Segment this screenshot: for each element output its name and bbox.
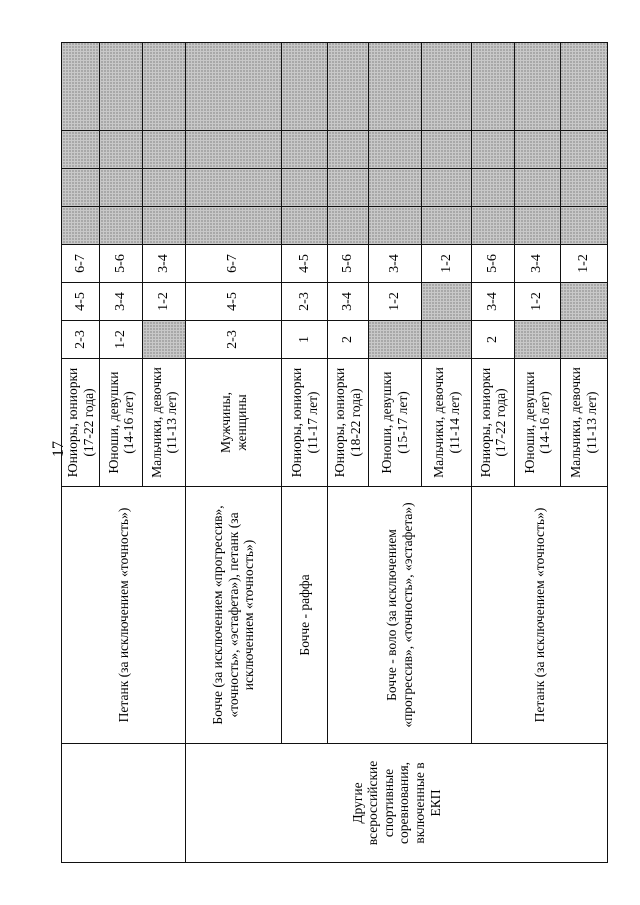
- shaded-cell: [422, 131, 472, 169]
- rank-range-cell: 1-2: [368, 283, 421, 321]
- category-cell-empty: [62, 744, 186, 863]
- rank-range-cell: 4-5: [282, 245, 328, 283]
- shaded-cell: [514, 131, 560, 169]
- table-row: [185, 43, 281, 863]
- rank-range-cell: 1-2: [560, 245, 607, 283]
- shaded-cell: [328, 131, 369, 169]
- shaded-cell: [185, 169, 281, 207]
- shaded-cell: [422, 43, 472, 131]
- rank-range-cell: 3-4: [143, 245, 186, 283]
- discipline-cell: Петанк (за исключением «точность»): [472, 487, 608, 744]
- shaded-cell: [328, 43, 369, 131]
- rank-range-cell: 2-3: [282, 283, 328, 321]
- shaded-cell: [368, 131, 421, 169]
- shaded-cell: [422, 169, 472, 207]
- shaded-cell: [185, 131, 281, 169]
- rank-range-cell: 3-4: [100, 283, 143, 321]
- age-group-cell: Юноши, девушки (15-17 лет): [368, 359, 421, 487]
- page-number: 17: [50, 441, 67, 457]
- age-group-cell: Юноши, девушки (14-16 лет): [514, 359, 560, 487]
- shaded-cell: [422, 207, 472, 245]
- shaded-cell: [143, 43, 186, 131]
- shaded-cell: [472, 207, 515, 245]
- age-group-cell: Юниоры, юниорки (18-22 года): [328, 359, 369, 487]
- table-row: [472, 43, 515, 863]
- rank-range-cell: 2-3: [62, 321, 100, 359]
- ranking-table: [61, 42, 608, 863]
- shaded-cell: [143, 321, 186, 359]
- age-group-cell: Мальчики, девочки (11-13 лет): [560, 359, 607, 487]
- shaded-cell: [560, 131, 607, 169]
- shaded-cell: [282, 43, 328, 131]
- shaded-cell: [514, 207, 560, 245]
- shaded-cell: [368, 321, 421, 359]
- shaded-cell: [143, 131, 186, 169]
- table-wrapper: [61, 43, 608, 863]
- rank-range-cell: 1-2: [514, 283, 560, 321]
- discipline-cell: Бочче (за исключением «прогрессив», «точность», «эстафета»), петанк (за исключением «точность»): [185, 487, 281, 744]
- shaded-cell: [185, 207, 281, 245]
- age-group-cell: Мальчики, девочки (11-14 лет): [422, 359, 472, 487]
- rank-range-cell: 2: [328, 321, 369, 359]
- age-group-cell: Юноши, девушки (14-16 лет): [100, 359, 143, 487]
- shaded-cell: [368, 207, 421, 245]
- rank-range-cell: 3-4: [472, 283, 515, 321]
- shaded-cell: [143, 207, 186, 245]
- shaded-cell: [100, 207, 143, 245]
- discipline-cell: Петанк (за исключением «точность»): [62, 487, 186, 744]
- rank-range-cell: 4-5: [62, 283, 100, 321]
- shaded-cell: [282, 131, 328, 169]
- shaded-cell: [328, 169, 369, 207]
- age-group-cell: Юниоры, юниорки (17-22 года): [62, 359, 100, 487]
- shaded-cell: [514, 321, 560, 359]
- rank-range-cell: 2: [472, 321, 515, 359]
- rank-range-cell: 5-6: [100, 245, 143, 283]
- shaded-cell: [282, 169, 328, 207]
- shaded-cell: [100, 169, 143, 207]
- shaded-cell: [472, 169, 515, 207]
- rank-range-cell: 1-2: [422, 245, 472, 283]
- shaded-cell: [282, 207, 328, 245]
- shaded-cell: [560, 43, 607, 131]
- shaded-cell: [100, 131, 143, 169]
- shaded-cell: [62, 131, 100, 169]
- age-group-cell: Юниоры, юниорки (17-22 года): [472, 359, 515, 487]
- table-row: [282, 43, 328, 863]
- age-group-cell: Мужчины, женщины: [185, 359, 281, 487]
- rank-range-cell: 1-2: [100, 321, 143, 359]
- shaded-cell: [143, 169, 186, 207]
- age-group-cell: Юниоры, юниорки (11-17 лет): [282, 359, 328, 487]
- shaded-cell: [560, 283, 607, 321]
- shaded-cell: [328, 207, 369, 245]
- shaded-cell: [62, 169, 100, 207]
- shaded-cell: [368, 43, 421, 131]
- shaded-cell: [100, 43, 143, 131]
- shaded-cell: [560, 207, 607, 245]
- shaded-cell: [472, 43, 515, 131]
- rank-range-cell: 6-7: [185, 245, 281, 283]
- shaded-cell: [62, 207, 100, 245]
- rank-range-cell: 1: [282, 321, 328, 359]
- rank-range-cell: 1-2: [143, 283, 186, 321]
- rank-range-cell: 5-6: [328, 245, 369, 283]
- table-row: [328, 43, 369, 863]
- rank-range-cell: 3-4: [514, 245, 560, 283]
- table-row: [62, 43, 100, 863]
- rank-range-cell: 5-6: [472, 245, 515, 283]
- shaded-cell: [560, 321, 607, 359]
- rank-range-cell: 4-5: [185, 283, 281, 321]
- category-cell: Другие всероссийские спортивные соревнования, включенные в ЕКП: [185, 744, 607, 863]
- rank-range-cell: 6-7: [62, 245, 100, 283]
- shaded-cell: [368, 169, 421, 207]
- shaded-cell: [422, 283, 472, 321]
- shaded-cell: [514, 169, 560, 207]
- rank-range-cell: 3-4: [328, 283, 369, 321]
- rotated-table-frame: [61, 43, 608, 863]
- shaded-cell: [560, 169, 607, 207]
- shaded-cell: [472, 131, 515, 169]
- shaded-cell: [514, 43, 560, 131]
- discipline-cell: Бочче - раффа: [282, 487, 328, 744]
- shaded-cell: [185, 43, 281, 131]
- rank-range-cell: 3-4: [368, 245, 421, 283]
- discipline-cell: Бочче - воло (за исключением «прогрессив», «точность», «эстафета»): [328, 487, 472, 744]
- rank-range-cell: 2-3: [185, 321, 281, 359]
- shaded-cell: [422, 321, 472, 359]
- shaded-cell: [62, 43, 100, 131]
- age-group-cell: Мальчики, девочки (11-13 лет): [143, 359, 186, 487]
